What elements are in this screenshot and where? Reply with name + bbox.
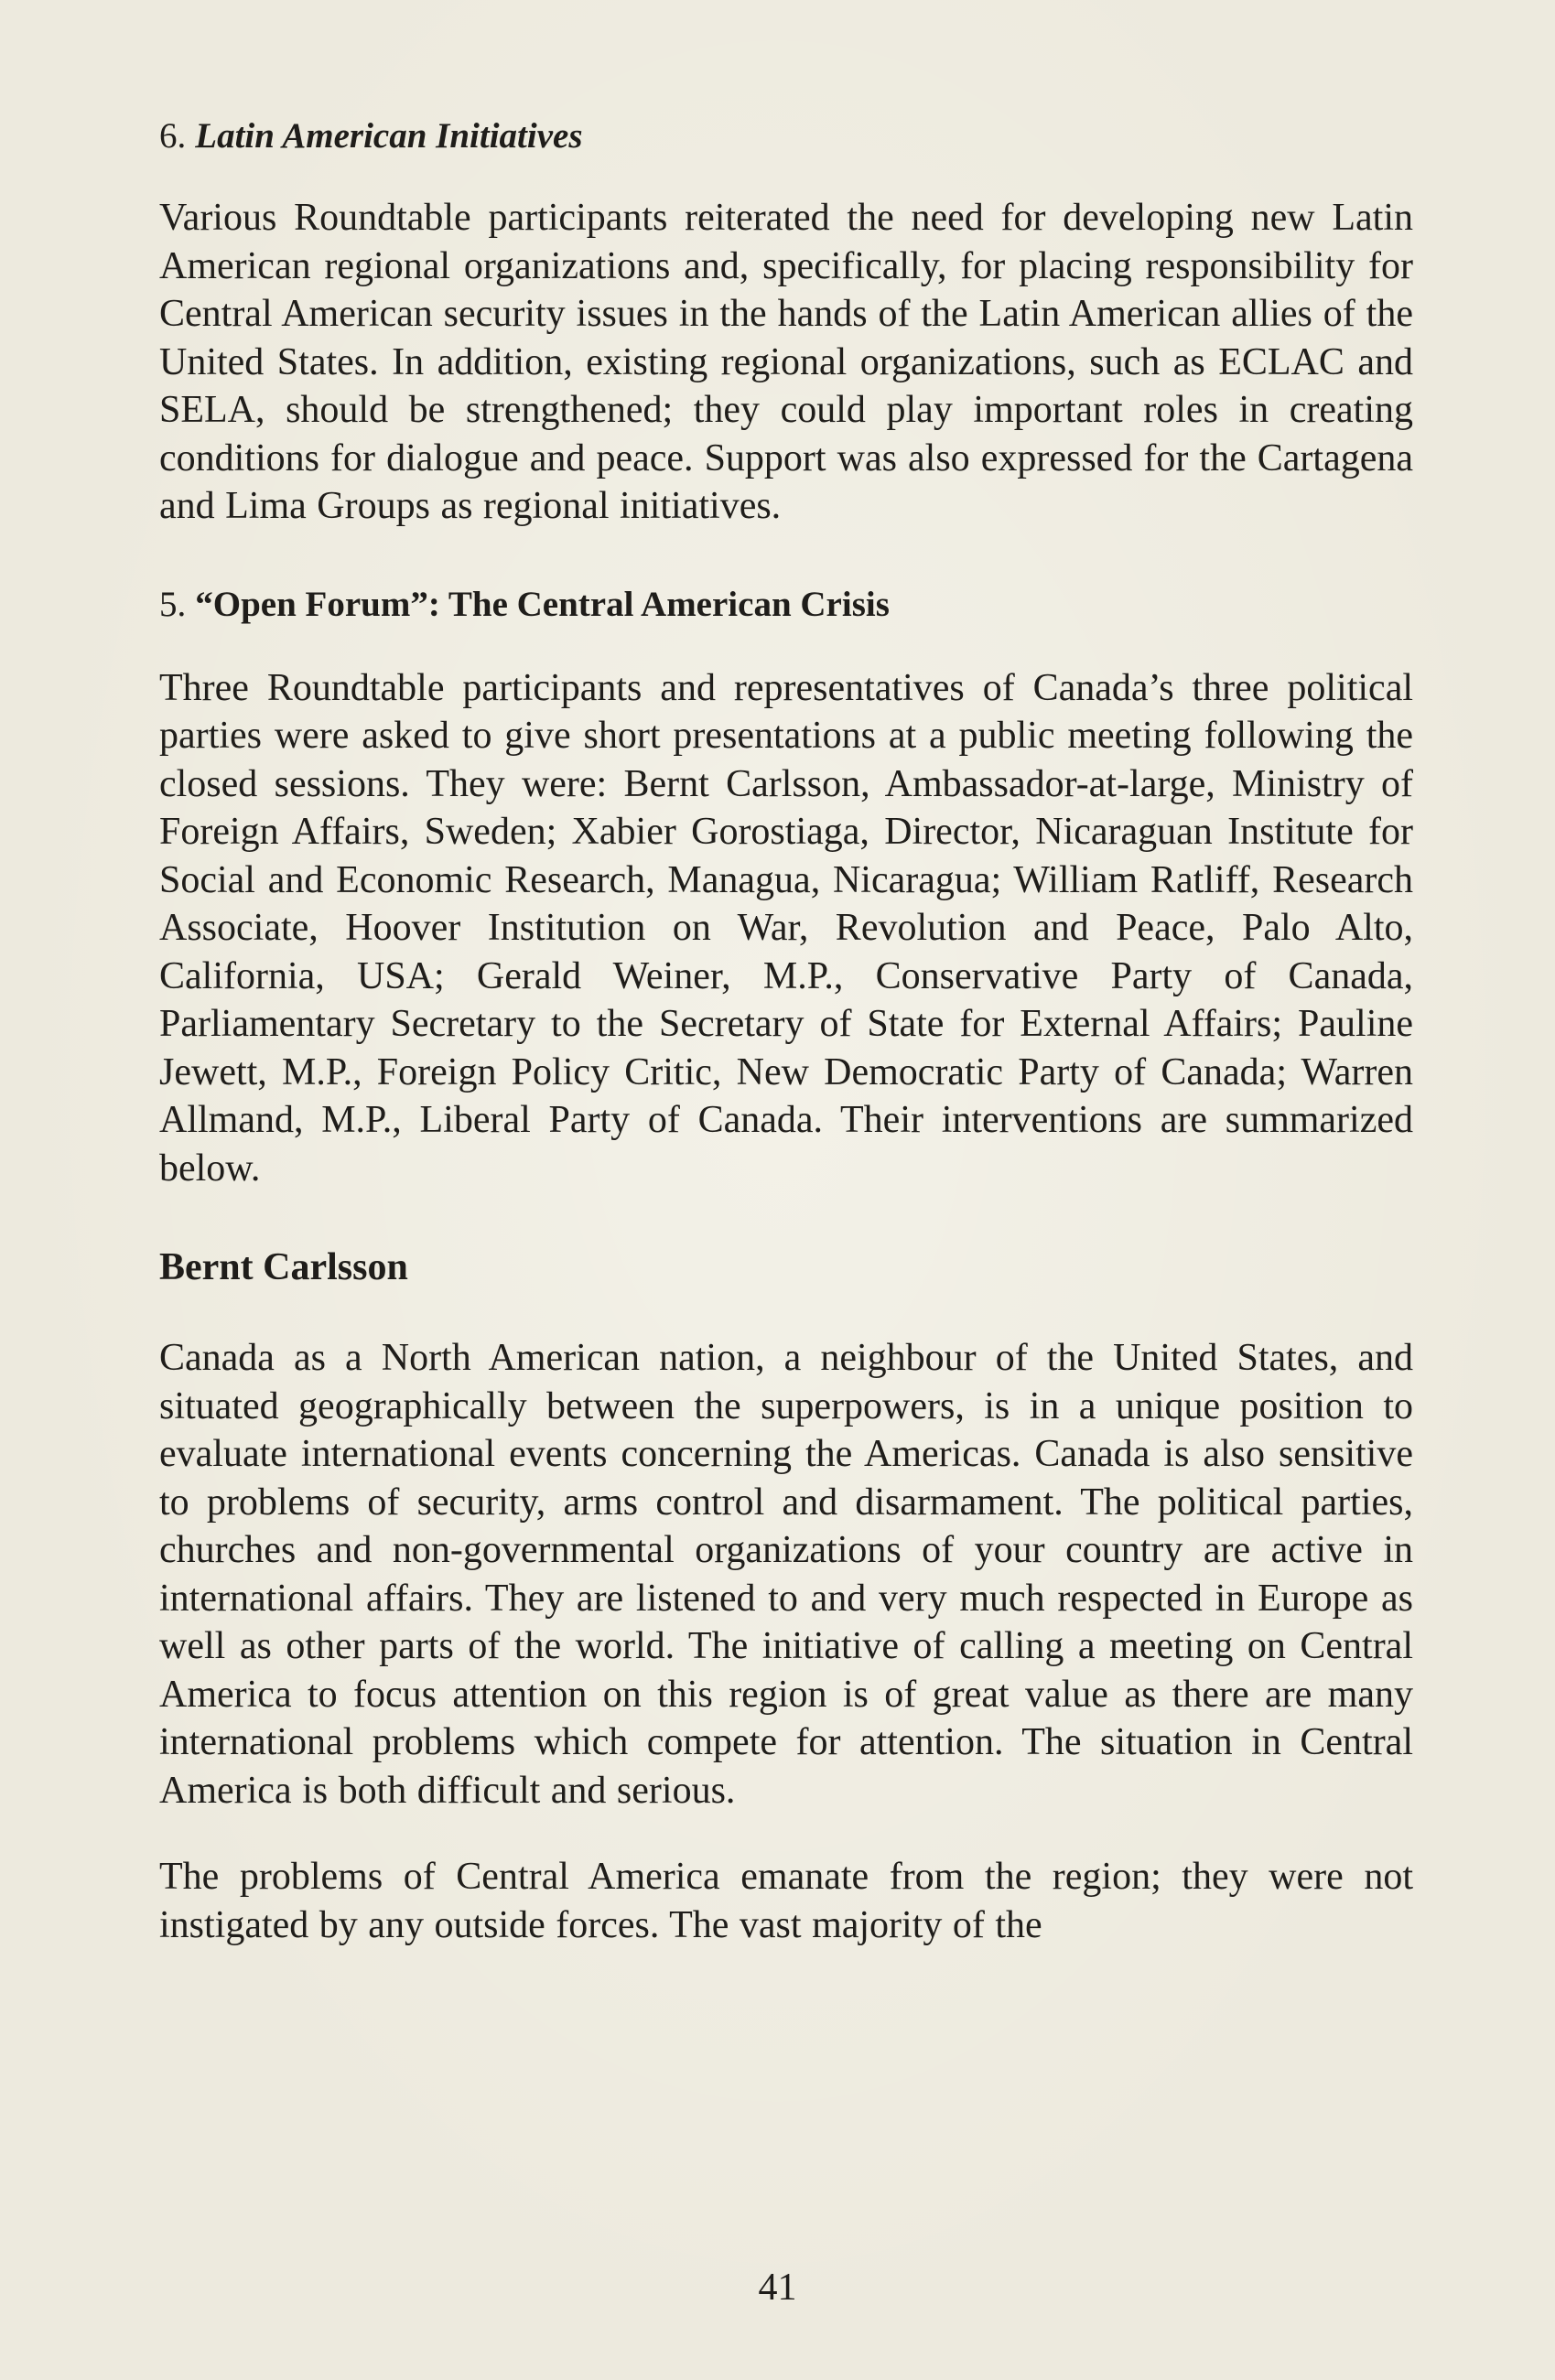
paragraph-open-forum: Three Roundtable participants and representatives of Canada’s three political parties were asked to give short presentations at a public meeting following the closed sessions. They were: Bernt Carlsson, Ambassador-at-large, Ministry of Foreign Affairs, Sweden; Xabier Gorostiaga, Director, Nicaraguan Institute for Social and Economic Research, Managua, Nicaragua; William Ratliff, Research Associate, Hoover Institution on War, Revolution and Peace, Palo Alto, California, USA; Gerald Weiner, M.P., Conservative Party of Canada, Parliamentary Secretary to the Secretary of State for External Affairs; Pauline Jewett, M.P., Foreign Policy Critic, New Democratic Party of Canada; Warren Allmand, M.P., Liberal Party of Canada. Their interventions are summarized below. bbox=[159, 666, 1413, 1190]
paragraph-latin-american-initiatives: Various Roundtable participants reiterated the need for developing new Latin American regional organizations and, specifically, for placing responsibility for Central American security issues in the hands of the Latin American allies of the United States. In addition, existing regional organizations, such as ECLAC and SELA, should be strengthened; they could play important roles in creating conditions for dialogue and peace. Support was also expressed for the Cartagena and Lima Groups as regional initiatives. bbox=[159, 197, 1413, 527]
section-number: 5. bbox=[159, 584, 187, 624]
speaker-name: Bernt Carlsson bbox=[159, 1246, 408, 1288]
page-number: 41 bbox=[758, 2267, 797, 2309]
page-body bbox=[159, 112, 1413, 1949]
section-heading-open-forum bbox=[159, 580, 1413, 630]
paragraph-carlsson-1: Canada as a North American nation, a neighbour of the United States, and situated geographically between the superpowers, is in a unique position to evaluate international events concerning the Americas. Canada is also sensitive to problems of security, arms control and disarmament. The political parties, churches and non-governmental organizations of your country are active in international affairs. They are listened to and very much respected in Europe as well as other parts of the world. The initiative of calling a meeting on Central America to focus attention on this region is of great value as there are many international problems which compete for attention. The situation in Central America is both difficult and serious. bbox=[159, 1337, 1413, 1812]
section-title: “Open Forum”: The Central American Crisis bbox=[195, 584, 890, 624]
paragraph-carlsson-2: The problems of Central America emanate from the region; they were not instigated by any outside forces. The vast majority of the bbox=[159, 1856, 1413, 1946]
section-heading-latin-american-initiatives bbox=[159, 112, 1413, 161]
speaker-heading-bernt-carlsson bbox=[159, 1243, 1413, 1292]
section-title: Latin American Initiatives bbox=[195, 116, 583, 156]
section-number: 6. bbox=[159, 116, 187, 156]
